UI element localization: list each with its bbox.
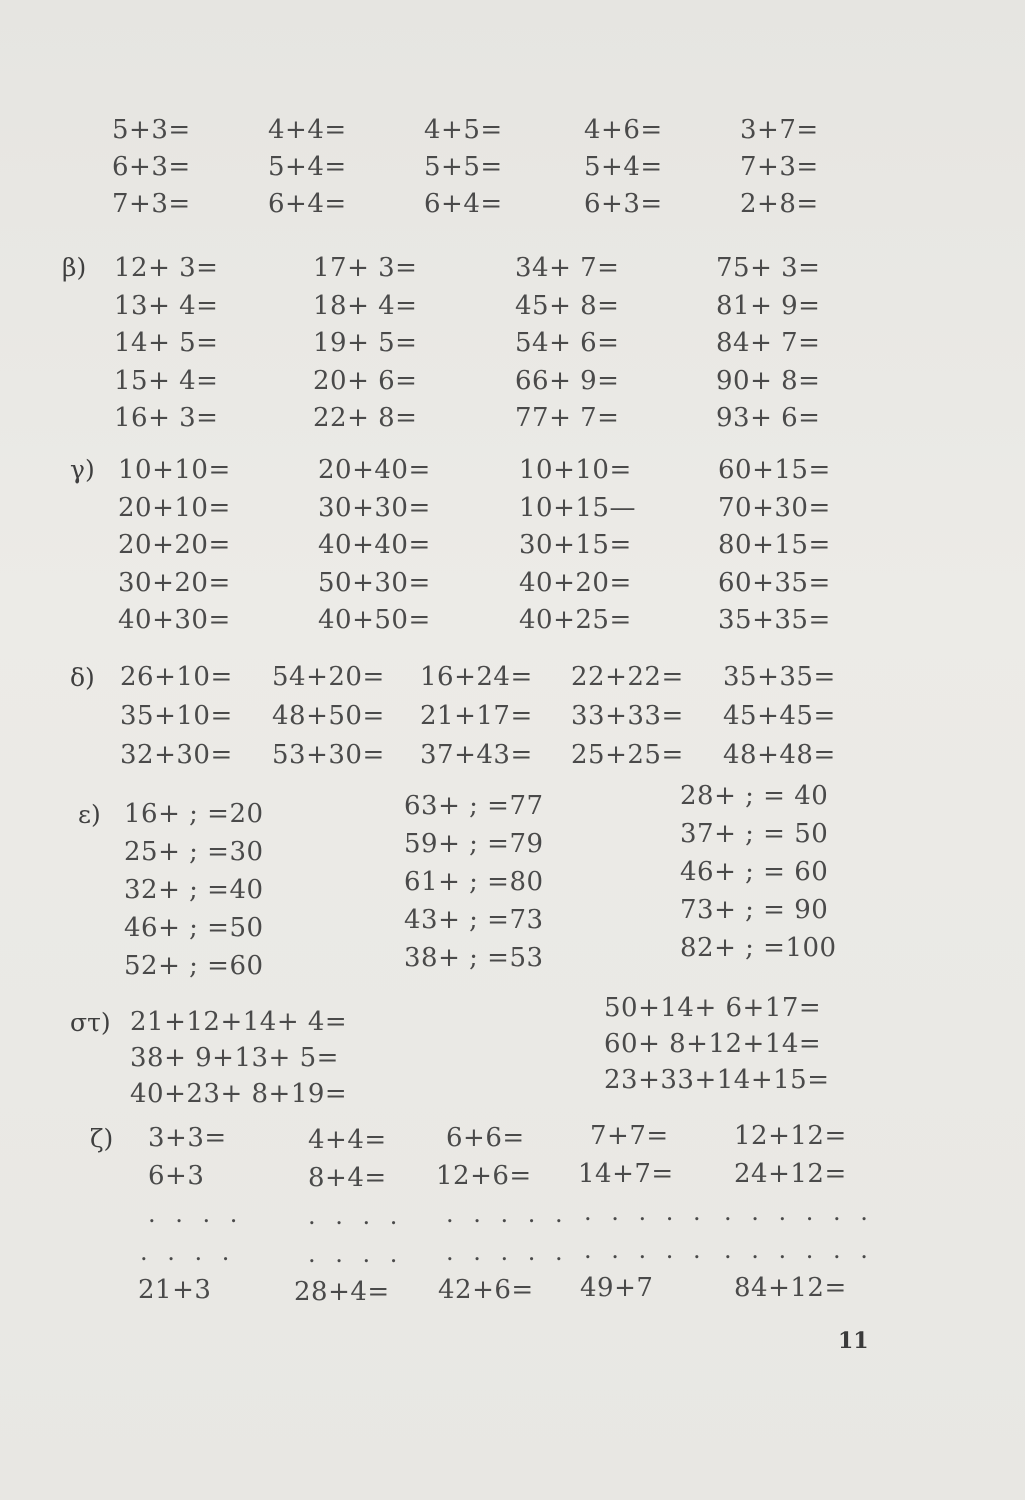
exercise-column <box>138 1120 244 1310</box>
exercise-item: 48+50= <box>272 701 385 731</box>
exercise-item: 13+ 4= <box>114 290 219 321</box>
exercise-item: 21+12+14+ 4= <box>130 1007 348 1037</box>
exercise-item: 66+ 9= <box>515 365 620 396</box>
exercise-item: 40+20= <box>519 567 632 598</box>
exercise-item: 84+12= <box>734 1273 847 1303</box>
exercise-column <box>424 112 503 223</box>
exercise-item: 54+20= <box>272 662 385 692</box>
section-marker: ε) <box>78 800 101 829</box>
exercise-item: 2+8= <box>740 189 819 219</box>
exercise-item: 38+ 9+13+ 5= <box>130 1043 339 1073</box>
exercise-column <box>272 659 385 776</box>
exercise-item: 18+ 4= <box>313 290 418 321</box>
exercise-item: 6+6= <box>446 1123 525 1153</box>
exercise-item: 40+30= <box>118 605 231 635</box>
exercise-item: 63+ ; =77 <box>404 791 544 821</box>
exercise-item: 6+3= <box>112 152 191 182</box>
exercise-item: 50+30= <box>318 567 431 598</box>
exercise-item: 16+24= <box>420 662 533 692</box>
exercise-item: 40+40= <box>318 530 431 560</box>
ellipsis-row: . . . . <box>140 1238 236 1266</box>
exercise-item: 6+3= <box>584 189 663 219</box>
exercise-item: 46+ ; = 60 <box>680 857 829 887</box>
exercise-column <box>680 778 837 968</box>
exercise-column <box>114 250 218 438</box>
exercise-item: 52+ ; =60 <box>124 951 264 981</box>
exercise-item: 73+ ; = 90 <box>680 895 829 925</box>
exercise-item: 90+ 8= <box>716 365 821 396</box>
exercise-column <box>112 112 191 223</box>
exercise-column <box>130 1004 347 1112</box>
exercise-column <box>716 250 820 438</box>
exercise-item: 80+15= <box>718 530 831 560</box>
exercise-item: 20+40= <box>318 455 431 485</box>
exercise-item: 10+15— <box>519 492 636 523</box>
exercise-column <box>584 112 663 223</box>
exercise-item: 53+30= <box>272 740 385 770</box>
exercise-item: 14+ 5= <box>114 328 219 358</box>
exercise-column <box>578 1118 707 1308</box>
page-number: 11 <box>838 1328 869 1354</box>
exercise-item: 30+20= <box>118 567 231 598</box>
ellipsis-row: . . . . <box>308 1202 404 1230</box>
exercise-column <box>724 1118 874 1308</box>
exercise-item: 82+ ; =100 <box>680 933 837 963</box>
exercise-item: 8+4= <box>308 1163 387 1193</box>
exercise-item: 19+ 5= <box>313 328 418 358</box>
exercise-item: 4+6= <box>584 115 663 145</box>
exercise-item: 22+22= <box>571 662 684 692</box>
exercise-item: 40+25= <box>519 605 632 635</box>
exercise-item: 60+15= <box>718 455 831 485</box>
exercise-item: 24+12= <box>734 1159 847 1189</box>
exercise-item: 21+3 <box>138 1275 212 1305</box>
exercise-item: 3+3= <box>148 1123 227 1153</box>
exercise-item: 21+17= <box>420 701 533 731</box>
exercise-item: 49+7 <box>580 1273 654 1303</box>
ellipsis-row: . . . . . <box>584 1236 707 1264</box>
exercise-column <box>740 112 819 223</box>
exercise-item: 32+ ; =40 <box>124 875 264 905</box>
exercise-item: 5+4= <box>584 152 663 182</box>
exercise-column <box>404 788 544 978</box>
exercise-item: 4+4= <box>308 1125 387 1155</box>
exercise-item: 7+3= <box>112 189 191 219</box>
exercise-column <box>515 250 619 438</box>
exercise-item: 40+50= <box>318 605 431 635</box>
exercise-item: 26+10= <box>120 662 233 692</box>
exercise-item: 70+30= <box>718 492 831 523</box>
exercise-item: 59+ ; =79 <box>404 829 544 859</box>
exercise-item: 5+4= <box>268 152 347 182</box>
exercise-item: 50+14+ 6+17= <box>604 993 822 1023</box>
exercise-item: 25+ ; =30 <box>124 837 264 867</box>
exercise-item: 40+23+ 8+19= <box>130 1079 348 1109</box>
exercise-item: 43+ ; =73 <box>404 905 544 935</box>
exercise-item: 14+7= <box>578 1159 674 1189</box>
ellipsis-row: . . . . . . <box>724 1236 874 1264</box>
exercise-item: 12+ 3= <box>114 253 219 283</box>
exercise-item: 81+ 9= <box>716 290 821 321</box>
exercise-item: 20+20= <box>118 530 231 560</box>
exercise-column <box>318 452 431 640</box>
ellipsis-row: . . . . . <box>446 1238 569 1266</box>
exercise-item: 46+ ; =50 <box>124 913 264 943</box>
exercise-column <box>519 452 636 640</box>
exercise-item: 5+3= <box>112 115 191 145</box>
exercise-item: 4+4= <box>268 115 347 145</box>
exercise-item: 16+ 3= <box>114 403 219 433</box>
exercise-column <box>313 250 417 438</box>
section-marker: β) <box>62 253 87 282</box>
exercise-column <box>718 452 831 640</box>
exercise-item: 6+4= <box>424 189 503 219</box>
exercise-item: 4+5= <box>424 115 503 145</box>
ellipsis-row: . . . . <box>308 1240 404 1268</box>
exercise-item: 17+ 3= <box>313 253 418 283</box>
ellipsis-row: . . . . . <box>584 1198 707 1226</box>
exercise-column <box>604 990 829 1098</box>
exercise-item: 10+10= <box>118 455 231 485</box>
exercise-item: 60+ 8+12+14= <box>604 1029 822 1059</box>
exercise-column <box>268 112 347 223</box>
section-marker: στ) <box>70 1008 111 1037</box>
exercise-item: 25+25= <box>571 740 684 770</box>
section-marker: ζ) <box>90 1124 114 1153</box>
exercise-item: 61+ ; =80 <box>404 867 544 897</box>
exercise-item: 45+ 8= <box>515 290 620 321</box>
exercise-item: 93+ 6= <box>716 403 821 433</box>
section-marker: δ) <box>70 663 95 692</box>
section-marker: γ) <box>70 455 95 484</box>
exercise-item: 30+15= <box>519 530 632 560</box>
exercise-item: 35+35= <box>718 605 831 635</box>
exercise-item: 12+6= <box>436 1161 532 1191</box>
exercise-item: 37+43= <box>420 740 533 770</box>
exercise-item: 54+ 6= <box>515 328 620 358</box>
exercise-item: 3+7= <box>740 115 819 145</box>
exercise-item: 28+4= <box>294 1277 390 1307</box>
exercise-item: 45+45= <box>723 701 836 731</box>
exercise-item: 37+ ; = 50 <box>680 819 829 849</box>
exercise-item: 35+10= <box>120 701 233 731</box>
exercise-item: 34+ 7= <box>515 253 620 283</box>
exercise-item: 60+35= <box>718 567 831 598</box>
exercise-item: 35+35= <box>723 662 836 692</box>
exercise-item: 30+30= <box>318 492 431 523</box>
exercise-item: 22+ 8= <box>313 403 418 433</box>
exercise-item: 75+ 3= <box>716 253 821 283</box>
exercise-item: 48+48= <box>723 740 836 770</box>
exercise-item: 20+ 6= <box>313 365 418 396</box>
exercise-item: 20+10= <box>118 492 231 523</box>
exercise-item: 6+3 <box>148 1161 205 1191</box>
ellipsis-row: . . . . <box>148 1200 244 1228</box>
exercise-item: 23+33+14+15= <box>604 1065 830 1095</box>
exercise-item: 6+4= <box>268 189 347 219</box>
exercise-item: 42+6= <box>438 1275 534 1305</box>
exercise-item: 32+30= <box>120 740 233 770</box>
exercise-column <box>571 659 684 776</box>
exercise-column <box>420 659 533 776</box>
exercise-item: 7+3= <box>740 152 819 182</box>
exercise-item: 28+ ; = 40 <box>680 781 829 811</box>
exercise-item: 10+10= <box>519 455 632 485</box>
exercise-item: 16+ ; =20 <box>124 799 264 829</box>
ellipsis-row: . . . . . <box>446 1200 569 1228</box>
exercise-item: 33+33= <box>571 701 684 731</box>
exercise-column <box>436 1120 569 1310</box>
exercise-item: 38+ ; =53 <box>404 943 544 973</box>
exercise-item: 7+7= <box>590 1121 669 1151</box>
exercise-item: 84+ 7= <box>716 328 821 358</box>
exercise-item: 77+ 7= <box>515 403 620 433</box>
exercise-column <box>120 659 233 776</box>
exercise-item: 12+12= <box>734 1121 847 1151</box>
exercise-column <box>723 659 836 776</box>
exercise-column <box>124 796 264 986</box>
ellipsis-row: . . . . . . <box>724 1198 874 1226</box>
exercise-column <box>118 452 231 640</box>
exercise-item: 15+ 4= <box>114 365 219 396</box>
exercise-column <box>294 1122 404 1312</box>
exercise-item: 5+5= <box>424 152 503 182</box>
